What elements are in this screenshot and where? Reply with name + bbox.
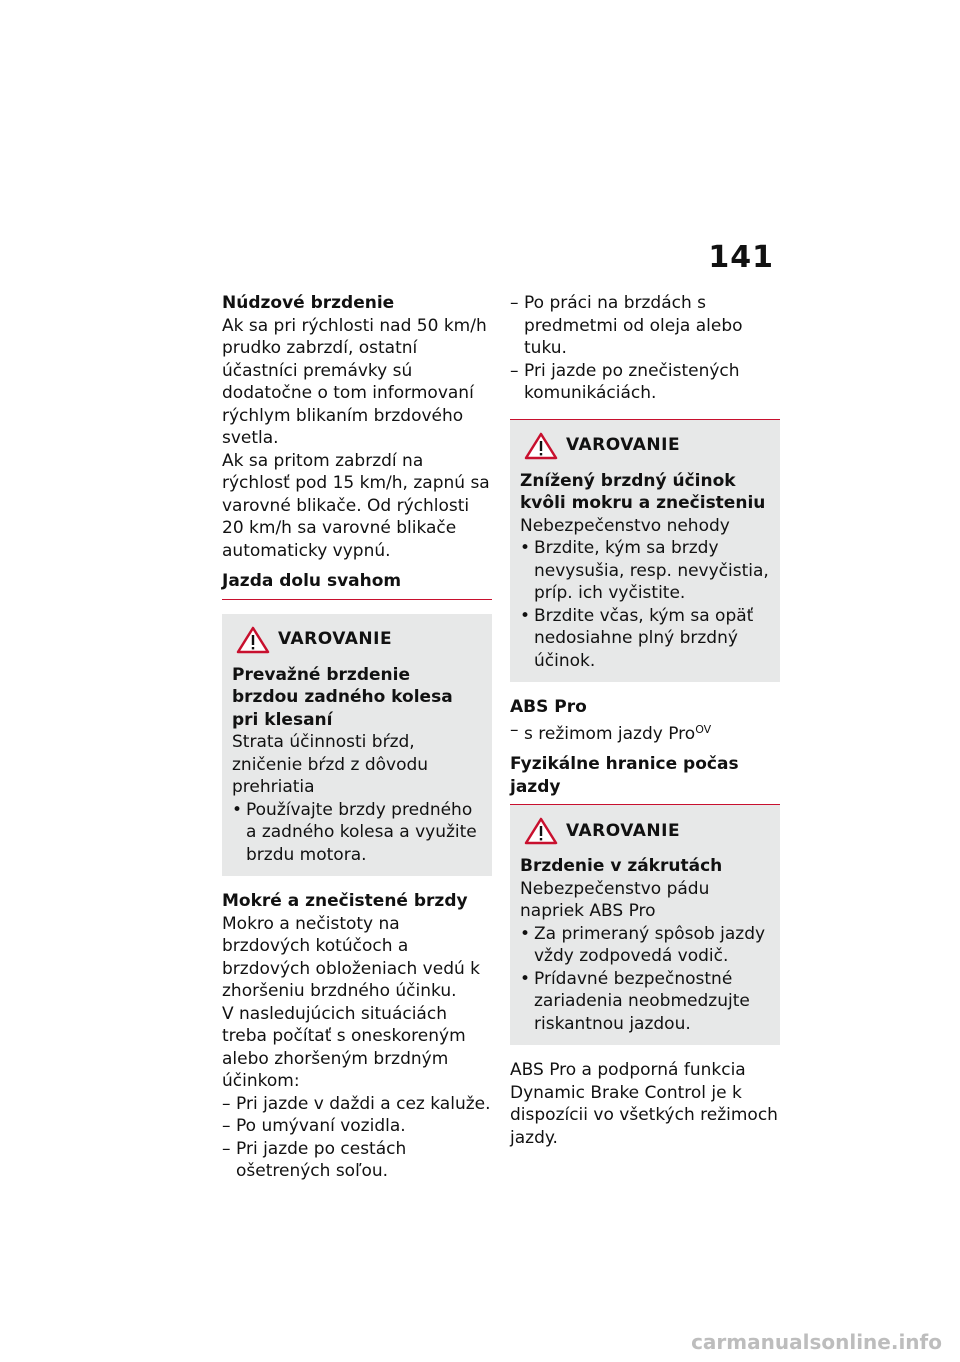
dash-item: – Po práci na brzdách s predmetmi od oleja alebo tuku. [510,292,780,360]
warning-heading: Prevažné brzdenie brzdou zadného kolesa pri klesaní [232,664,453,730]
watermark: carmanualsonline.info [691,1330,942,1354]
warning-bullet: • Prídavné bezpečnostné zariadenia neobmedzujte riskantnou jazdou. [520,968,770,1036]
warning-text: Nebezpečenstvo pádu napriek ABS Pro [520,878,710,921]
warning-heading: Brzdenie v zákrutách [520,856,723,876]
warning-box [222,614,492,877]
abs-subtitle-text: s režimom jazdy Pro [524,723,696,744]
warning-label: VAROVANIE [566,820,681,841]
red-divider [222,599,492,600]
page-number: 141 [708,240,774,275]
warning-bullet: • Brzdite včas, kým sa opäť nedosiahne plný brzdný účinok. [520,605,770,673]
warning-heading: Znížený brzdný účinok kvôli mokru a znečisteniu [520,470,766,513]
section-title-emergency-braking: Núdzové brzdenie [222,293,395,313]
warning-text: Strata účinnosti bŕzd, zničenie bŕzd z dôvodu prehriatia [232,732,429,797]
dash-item: – Po umývaní vozidla. [222,1115,492,1138]
warning-box [510,420,780,683]
dash-item: – Pri jazde v daždi a cez kaluže. [222,1093,492,1116]
section-title-wet-brakes: Mokré a znečistené brzdy [222,891,468,911]
paragraph: V nasledujúcich situáciách treba počítať s oneskoreným alebo zhoršeným brzdným účinkom: [222,1003,466,1091]
warning-title [236,626,482,654]
warning-bullet: • Používajte brzdy predného a zadného kolesa a využite brzdu motora. [232,799,482,867]
paragraph: Ak sa pritom zabrzdí na rýchlosť pod 15 km/h, zapnú sa varovné blikače. Od rýchlosti 20 km/h sa varovné blikače automaticky vypnú. [222,450,490,561]
warning-bullet: • Za primeraný spôsob jazdy vždy zodpovedá vodič. [520,923,770,968]
warning-label: VAROVANIE [566,435,681,456]
warning-title [524,817,770,845]
section-title-physical-limits: Fyzikálne hranice počas jazdy [510,754,739,797]
warning-triangle-icon [524,817,558,845]
dash-item: – Pri jazde po znečistených komunikáciách. [510,360,780,405]
dash-item: – Pri jazde po cestách ošetrených soľou. [222,1138,492,1183]
paragraph: Ak sa pri rýchlosti nad 50 km/h prudko zabrzdí, ostatní účastníci premávky sú dodatočne o tom informovaní rýchlym blikaním brzdového svetla. [222,315,487,448]
paragraph: ABS Pro a podporná funkcia Dynamic Brake Control je k dispozícii vo všetkých režimoch jazdy. [510,1060,778,1148]
left-column [222,292,492,1183]
warning-triangle-icon [236,626,270,654]
right-column [510,292,780,1149]
warning-text: Nebezpečenstvo nehody [520,515,730,536]
warning-bullet: • Brzdite, kým sa brzdy nevysušia, resp. nevyčistia, príp. ich vyčistite. [520,537,770,605]
abs-superscript: OV [695,722,712,736]
section-title-abs-pro: ABS Pro [510,697,587,717]
warning-box [510,805,780,1045]
abs-subtitle [510,719,780,746]
warning-label: VAROVANIE [278,629,393,650]
warning-triangle-icon [524,432,558,460]
warning-title [524,432,770,460]
paragraph: Mokro a nečistoty na brzdových kotúčoch a brzdových obloženiach vedú k zhoršeniu brzdného účinku. [222,913,481,1001]
section-title-downhill: Jazda dolu svahom [222,571,402,591]
